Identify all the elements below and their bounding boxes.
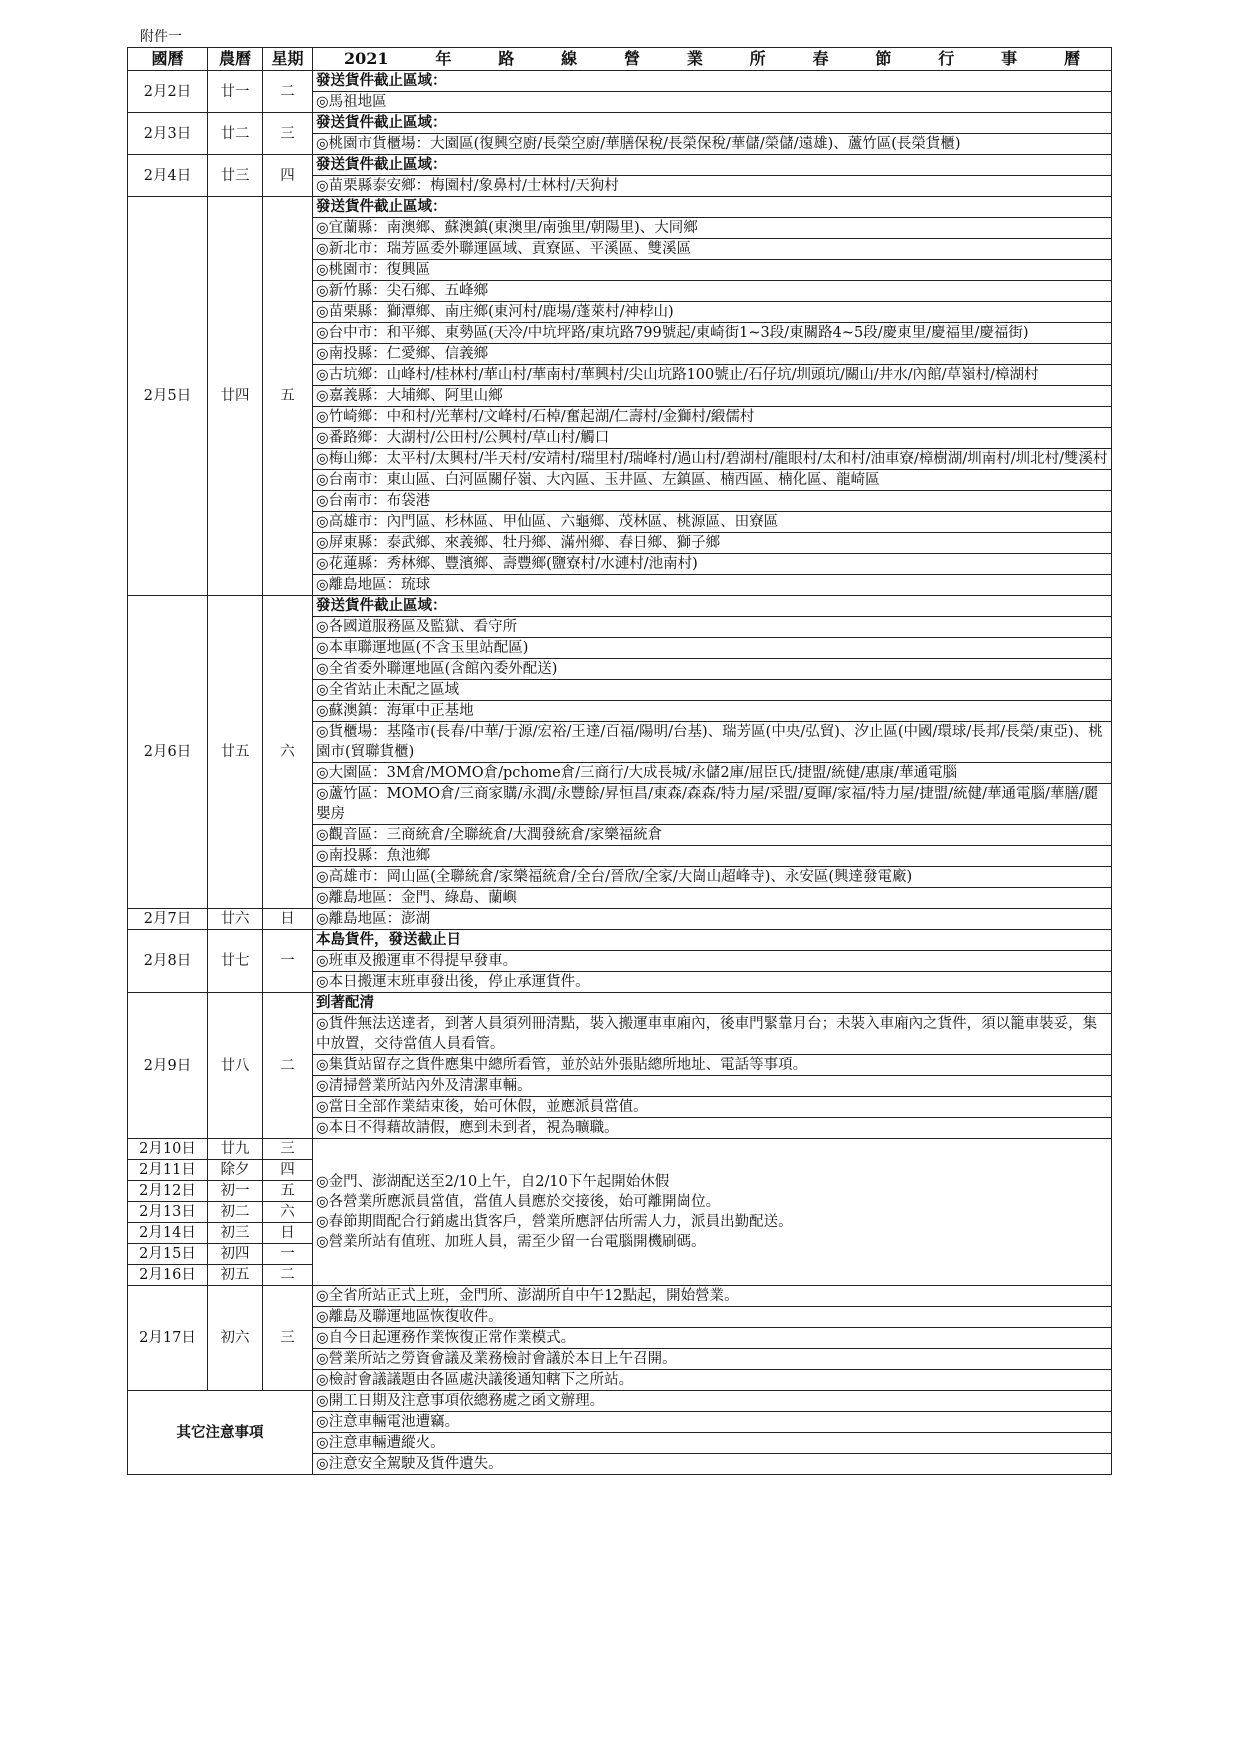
schedule-item: ◎古坑鄉：山峰村/桂林村/華山村/華南村/華興村/尖山坑路100號止/石仔坑/圳頭坑/關山/井水/內館/草嶺村/樟湖村 [313,365,1112,386]
schedule-row [128,113,1112,134]
gregorian-date: 2月5日 [128,197,208,596]
schedule-row [128,993,1112,1014]
gregorian-date: 2月3日 [128,113,208,155]
weekday: 二 [263,1265,313,1286]
schedule-row [128,596,1112,617]
weekday: 一 [263,1244,313,1265]
schedule-item: ◎全省所站正式上班，金門所、澎湖所自中午12點起，開始營業。 [313,1286,1112,1307]
title-char: 業 [686,49,703,68]
note-item: ◎注意車輛遭縱火。 [313,1433,1112,1454]
holiday-note-line: ◎各營業所應派員當值，當值人員應於交接後，始可離開崗位。 [316,1194,721,1210]
weekday: 四 [263,1160,313,1181]
lunar-date: 廿四 [208,197,263,596]
attachment-label: 附件一 [140,29,182,45]
weekday: 日 [263,1223,313,1244]
section-heading: 本島貨件，發送截止日 [313,930,1112,951]
schedule-item: ◎苗栗縣：獅潭鄉、南庄鄉(東河村/鹿場/蓬萊村/神桲山) [313,302,1112,323]
weekday: 六 [263,596,313,909]
schedule-item: ◎番路鄉：大湖村/公田村/公興村/草山村/觸口 [313,428,1112,449]
holiday-note-line: ◎春節期間配合行銷處出貨客戶，營業所應評估所需人力，派員出勤配送。 [316,1214,793,1230]
title-char: 營 [623,49,640,68]
section-heading: 發送貨件截止區域： [313,155,1112,176]
weekday: 日 [263,909,313,930]
header-weekday: 星期 [263,48,313,71]
notes-label: 其它注意事項 [128,1391,313,1475]
schedule-item: ◎本日搬運末班車發出後，停止承運貨件。 [313,972,1112,993]
weekday: 四 [263,155,313,197]
schedule-item: ◎南投縣：仁愛鄉、信義鄉 [313,344,1112,365]
lunar-date: 廿八 [208,993,263,1139]
schedule-item: ◎本車聯運地區(不含玉里站配區) [313,638,1112,659]
weekday: 三 [263,113,313,155]
weekday: 二 [263,71,313,113]
weekday: 一 [263,930,313,993]
section-heading: 發送貨件截止區域： [313,113,1112,134]
section-heading: 發送貨件截止區域： [313,596,1112,617]
gregorian-date: 2月8日 [128,930,208,993]
schedule-item: ◎營業所站之勞資會議及業務檢討會議於本日上午召開。 [313,1349,1112,1370]
schedule-item: ◎新竹縣：尖石鄉、五峰鄉 [313,281,1112,302]
holiday-note-line: ◎金門、澎湖配送至2/10上午，自2/10下午起開始休假 [316,1174,670,1190]
section-heading: 發送貨件截止區域： [313,197,1112,218]
schedule-item: ◎貨櫃場：基隆市(長春/中華/于源/宏裕/王達/百福/陽明/台基)、瑞芳區(中央/弘貿)、汐止區(中國/環球/長邦/長榮/東亞)、桃園市(貿聯貨櫃) [313,722,1112,763]
schedule-item: ◎高雄市：岡山區(全聯統倉/家樂福統倉/全台/晉欣/全家/大崗山超峰寺)、永安區(興達發電廠) [313,867,1112,888]
weekday: 三 [263,1286,313,1391]
header-gregorian: 國曆 [128,48,208,71]
lunar-date: 初六 [208,1286,263,1391]
gregorian-date: 2月12日 [128,1181,208,1202]
schedule-item: ◎桃園市：復興區 [313,260,1112,281]
header-row [128,48,1112,71]
schedule-row [128,155,1112,176]
schedule-item: ◎梅山鄉：太平村/太興村/半天村/安靖村/瑞里村/瑞峰村/過山村/碧湖村/龍眼村/太和村/油車寮/樟樹湖/圳南村/圳北村/雙溪村 [313,449,1112,470]
lunar-date: 廿七 [208,930,263,993]
schedule-item: ◎班車及搬運車不得提早發車。 [313,951,1112,972]
schedule-item: ◎花蓮縣：秀林鄉、豐濱鄉、壽豐鄉(鹽寮村/水漣村/池南村) [313,554,1112,575]
schedule-item: ◎本日不得藉故請假，應到未到者，視為曠職。 [313,1118,1112,1139]
schedule-row [128,1286,1112,1307]
schedule-item: ◎集貨站留存之貨件應集中總所看管，並於站外張貼總所地址、電話等事項。 [313,1055,1112,1076]
holiday-note-line: ◎營業所站有值班、加班人員，需至少留一台電腦開機刷碼。 [316,1234,706,1250]
title-char: 路 [498,49,515,68]
lunar-date: 初三 [208,1223,263,1244]
gregorian-date: 2月13日 [128,1202,208,1223]
lunar-date: 初五 [208,1265,263,1286]
lunar-date: 廿三 [208,155,263,197]
schedule-item: ◎高雄市：內門區、杉林區、甲仙區、六龜鄉、茂林區、桃源區、田寮區 [313,512,1112,533]
schedule-item: ◎清掃營業所站內外及清潔車輛。 [313,1076,1112,1097]
lunar-date: 初四 [208,1244,263,1265]
note-item: ◎開工日期及注意事項依總務處之函文辦理。 [313,1391,1112,1412]
gregorian-date: 2月9日 [128,993,208,1139]
gregorian-date: 2月14日 [128,1223,208,1244]
schedule-item: ◎桃園市貨櫃場：大園區(復興空廚/長榮空廚/華膳保稅/長榮保稅/華儲/榮儲/遠雄)、蘆竹區(長榮貨櫃) [313,134,1112,155]
note-item: ◎注意安全駕駛及貨件遺失。 [313,1454,1112,1475]
schedule-item: ◎觀音區：三商統倉/全聯統倉/大潤發統倉/家樂福統倉 [313,825,1112,846]
lunar-date: 廿九 [208,1139,263,1160]
schedule-item: ◎全省站止未配之區域 [313,680,1112,701]
weekday: 五 [263,197,313,596]
header-title [313,48,1112,71]
schedule-item: ◎台南市：布袋港 [313,491,1112,512]
title-char: 曆 [1063,49,1080,68]
calendar-table [127,47,1112,1475]
title-char: 事 [1001,49,1018,68]
title-char: 線 [561,49,578,68]
lunar-date: 廿二 [208,113,263,155]
header-lunar: 農曆 [208,48,263,71]
schedule-item: ◎竹崎鄉：中和村/光華村/文峰村/石棹/奮起湖/仁壽村/金獅村/緞儒村 [313,407,1112,428]
holiday-notes [313,1139,1112,1286]
title-char: 年 [435,49,452,68]
note-item: ◎注意車輛電池遭竊。 [313,1412,1112,1433]
schedule-item: ◎宜蘭縣：南澳鄉、蘇澳鎮(東澳里/南強里/朝陽里)、大同鄉 [313,218,1112,239]
schedule-item: ◎自今日起運務作業恢復正常作業模式。 [313,1328,1112,1349]
lunar-date: 廿五 [208,596,263,909]
gregorian-date: 2月10日 [128,1139,208,1160]
schedule-item: ◎新北市：瑞芳區委外聯運區域、貢寮區、平溪區、雙溪區 [313,239,1112,260]
schedule-item: ◎貨件無法送達者，到著人員須列冊清點，裝入搬運車車廂內，後車門緊靠月台；未裝入車廂內之貨件，須以籠車裝妥，集中放置，交待當值人員看管。 [313,1014,1112,1055]
schedule-item: ◎南投縣：魚池鄉 [313,846,1112,867]
schedule-item: ◎離島及聯運地區恢復收件。 [313,1307,1112,1328]
title-char: 2021 [344,49,389,68]
gregorian-date: 2月15日 [128,1244,208,1265]
schedule-item: ◎離島地區：琉球 [313,575,1112,596]
schedule-row [128,930,1112,951]
gregorian-date: 2月6日 [128,596,208,909]
lunar-date: 初二 [208,1202,263,1223]
lunar-date: 除夕 [208,1160,263,1181]
schedule-item: ◎屏東縣：泰武鄉、來義鄉、牡丹鄉、滿州鄉、春日鄉、獅子鄉 [313,533,1112,554]
schedule-item: ◎當日全部作業結束後，始可休假，並應派員當值。 [313,1097,1112,1118]
schedule-row [128,71,1112,92]
section-heading: 發送貨件截止區域： [313,71,1112,92]
gregorian-date: 2月17日 [128,1286,208,1391]
lunar-date: 廿六 [208,909,263,930]
schedule-item: ◎台南市：東山區、白河區關仔嶺、大內區、玉井區、左鎮區、楠西區、楠化區、龍崎區 [313,470,1112,491]
gregorian-date: 2月16日 [128,1265,208,1286]
weekday: 五 [263,1181,313,1202]
schedule-item: ◎蘇澳鎮：海軍中正基地 [313,701,1112,722]
weekday: 六 [263,1202,313,1223]
schedule-row [128,909,1112,930]
holiday-row [128,1139,1112,1160]
section-heading: 到著配清 [313,993,1112,1014]
schedule-item: ◎檢討會議議題由各區處決議後通知轄下之所站。 [313,1370,1112,1391]
gregorian-date: 2月2日 [128,71,208,113]
gregorian-date: 2月7日 [128,909,208,930]
schedule-item: ◎離島地區：金門、綠島、蘭嶼 [313,888,1112,909]
schedule-item: ◎各國道服務區及監獄、看守所 [313,617,1112,638]
schedule-item: ◎全省委外聯運地區(含館內委外配送) [313,659,1112,680]
schedule-item: ◎苗栗縣泰安鄉：梅園村/象鼻村/士林村/天狗村 [313,176,1112,197]
gregorian-date: 2月4日 [128,155,208,197]
schedule-item: ◎馬祖地區 [313,92,1112,113]
weekday: 三 [263,1139,313,1160]
title-char: 所 [749,49,766,68]
title-char: 節 [875,49,892,68]
schedule-item: ◎蘆竹區：MOMO倉/三商家購/永潤/永豐餘/昇恒昌/東森/森森/特力屋/采盟/夏暉/家福/特力屋/捷盟/統健/華通電腦/華膳/麗嬰房 [313,784,1112,825]
schedule-item: ◎嘉義縣：大埔鄉、阿里山鄉 [313,386,1112,407]
gregorian-date: 2月11日 [128,1160,208,1181]
weekday: 二 [263,993,313,1139]
lunar-date: 初一 [208,1181,263,1202]
schedule-item: ◎台中市：和平鄉、東勢區(天冷/中坑坪路/東坑路799號起/東崎街1~3段/東關路4~5段/慶東里/慶福里/慶福街) [313,323,1112,344]
schedule-item: ◎大園區：3M倉/MOMO倉/pchome倉/三商行/大成長城/永儲2庫/屈臣氏/捷盟/統健/惠康/華通電腦 [313,763,1112,784]
title-char: 行 [938,49,955,68]
title-char: 春 [812,49,829,68]
notes-row [128,1391,1112,1412]
lunar-date: 廿一 [208,71,263,113]
schedule-item: ◎離島地區：澎湖 [313,909,1112,930]
schedule-row [128,197,1112,218]
